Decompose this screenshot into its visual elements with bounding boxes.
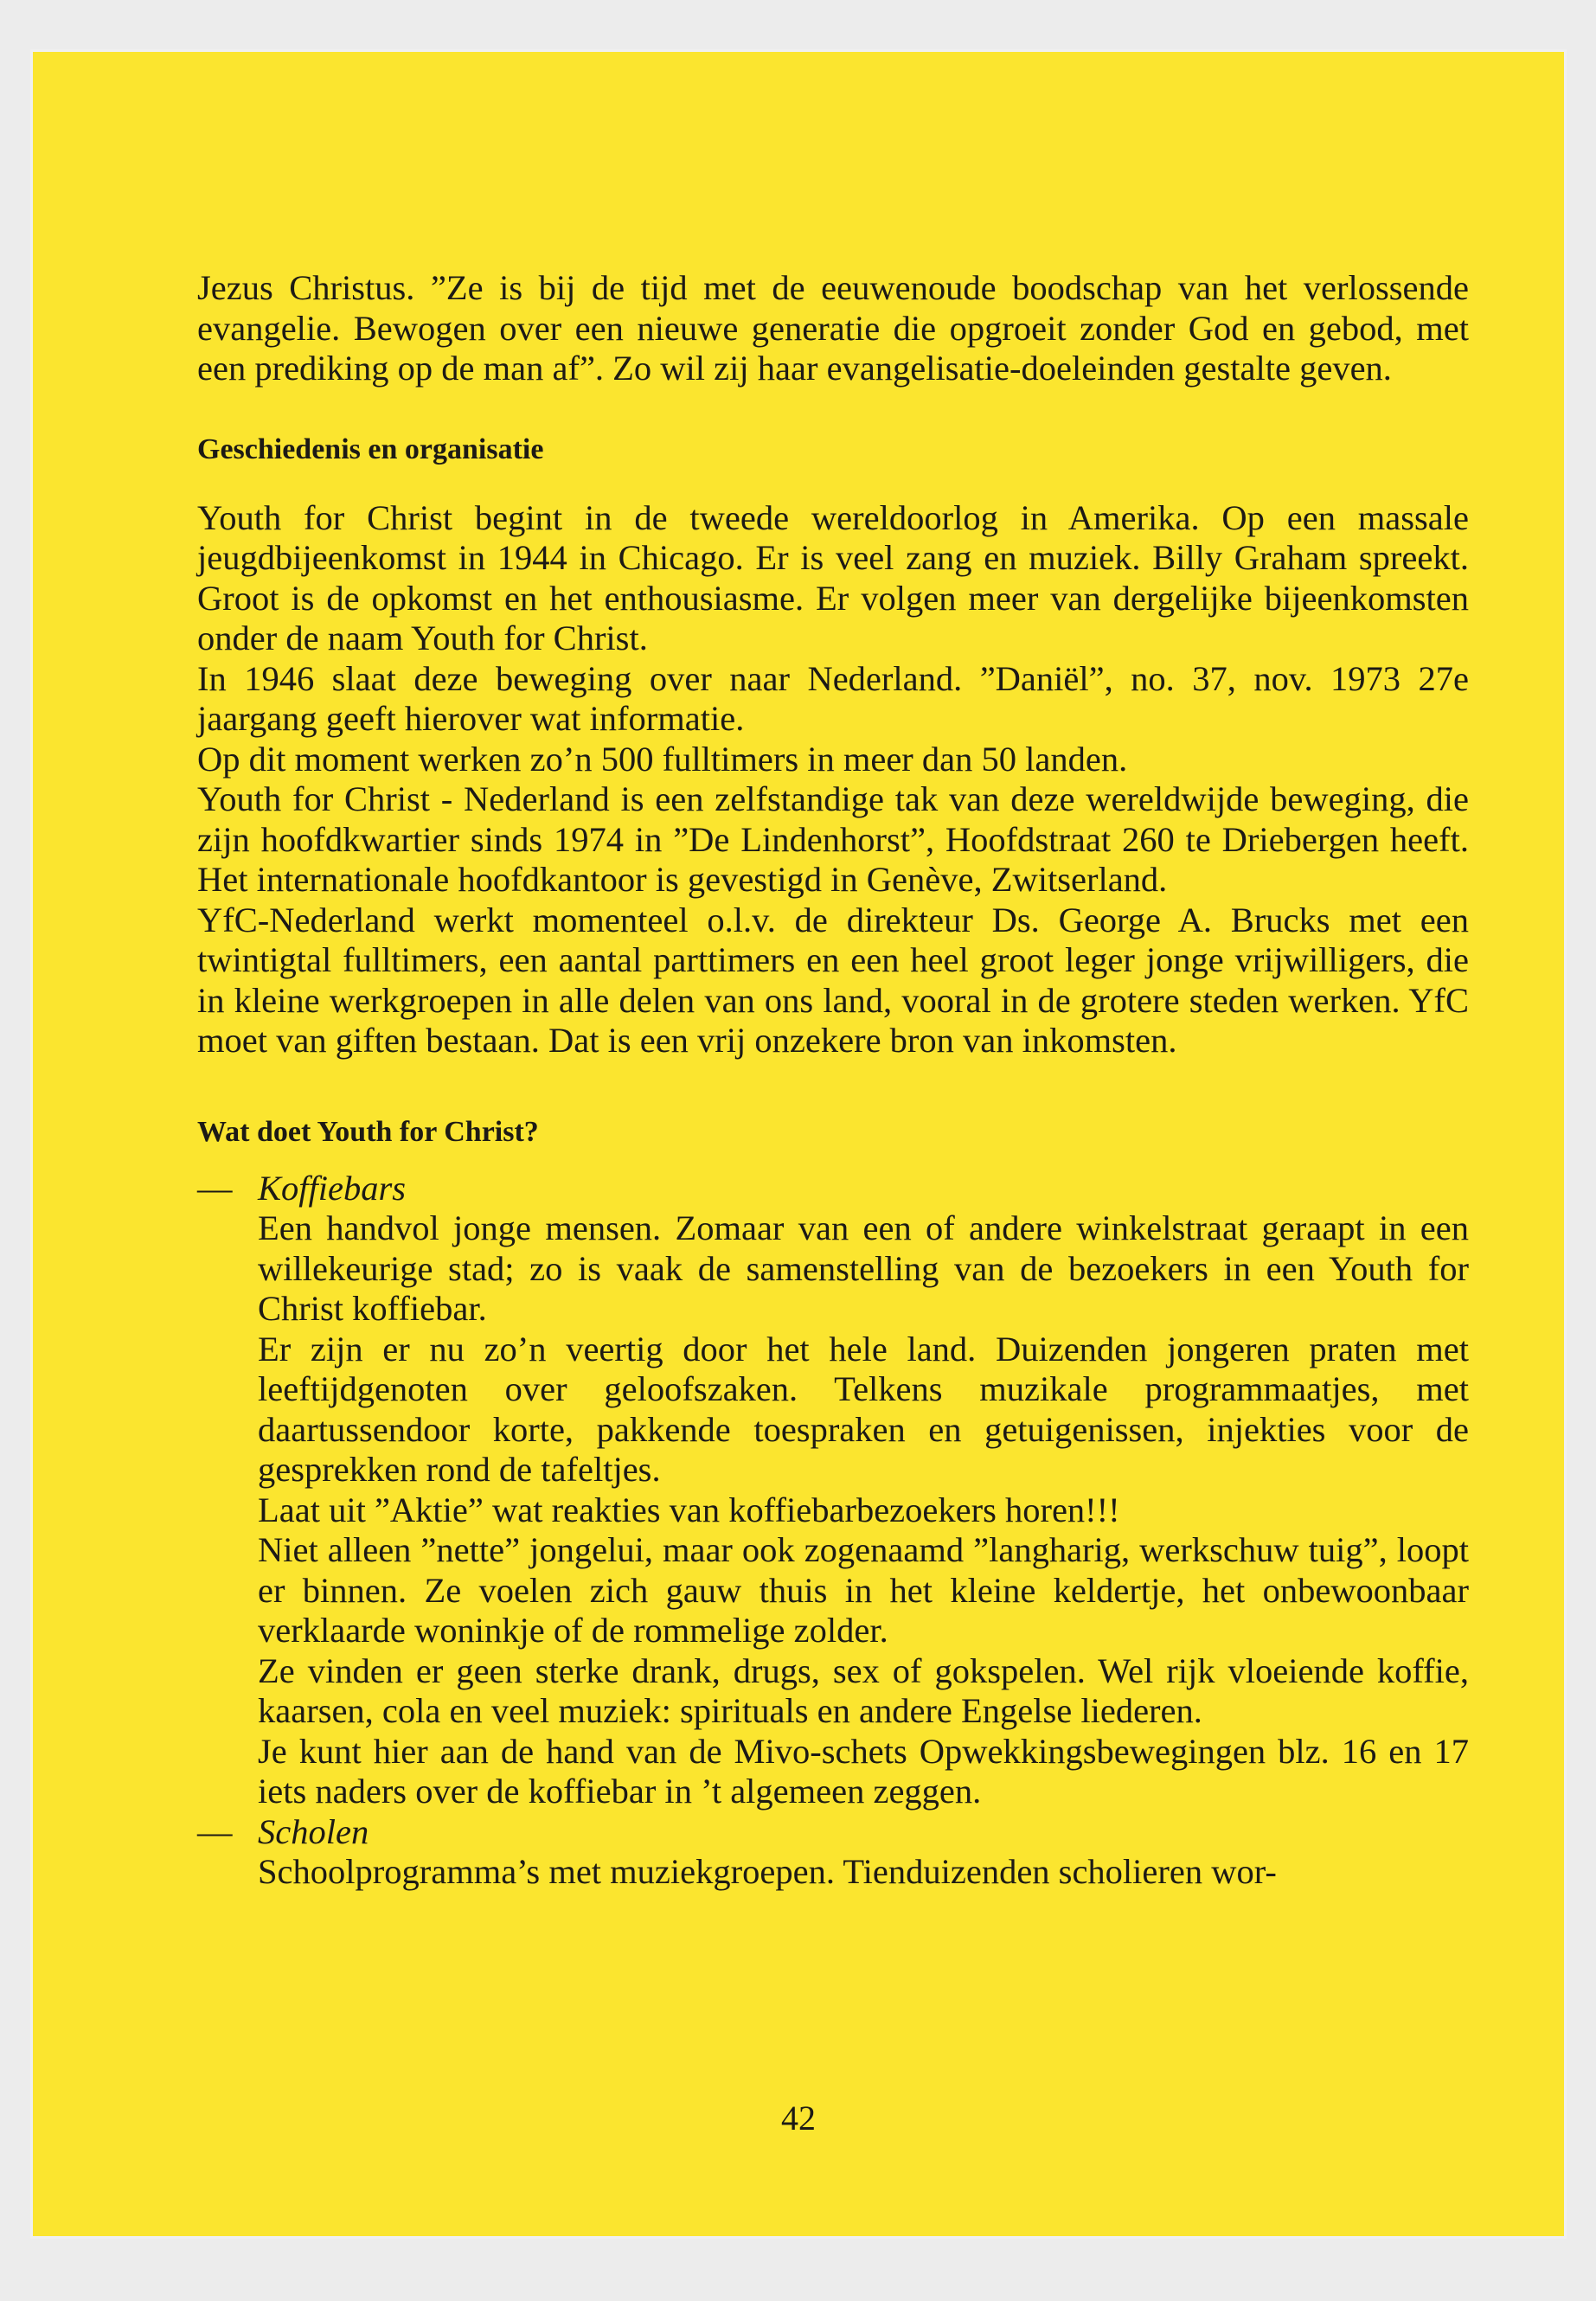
paragraph: Een handvol jonge mensen. Zomaar van een of andere winkelstraat geraapt in een willekeurige stad; zo is vaak de samenstelling van de bezoekers in een Youth for Christ koffiebar. xyxy=(258,1208,1469,1328)
text-column xyxy=(197,268,1469,1893)
item-title-text: Scholen xyxy=(258,1811,369,1851)
paragraph: Niet alleen ”nette” jongelui, maar ook zogenaamd ”langharig, werkschuw tuig”, loopt er binnen. Ze voelen zich gauw thuis in het kleine keldertje, het onbewoonbaar verklaarde woninkje of de rommelige zolder. xyxy=(258,1530,1469,1650)
item-title-koffiebars xyxy=(197,1169,1469,1209)
paragraph: Youth for Christ begint in de tweede wereldoorlog in Amerika. Op een massale jeugdbijeenkomst in 1944 in Chicago. Er is veel zang en muziek. Billy Graham spreekt. Groot is de opkomst en het enthousiasme. Er volgen meer van dergelijke bijeenkomsten onder de naam Youth for Christ. xyxy=(197,497,1469,657)
paragraph: Youth for Christ - Nederland is een zelfstandige tak van deze wereldwijde beweging, die zijn hoofdkwartier sinds 1974 in ”De Lindenhorst”, Hoofdstraat 260 te Driebergen heeft. Het internationale hoofdkantoor is gevestigd in Genève, Zwitserland. xyxy=(197,779,1469,899)
dash: — xyxy=(197,1168,233,1208)
item-title-scholen xyxy=(197,1812,1469,1853)
paragraph: Je kunt hier aan de hand van de Mivo-schets Opwekkingsbewegingen blz. 16 en 17 iets naders over de koffiebar in ’t algemeen zeggen. xyxy=(258,1731,1469,1811)
section-heading-wat-doet: Wat doet Youth for Christ? xyxy=(197,1115,539,1148)
paragraph: Schoolprogramma’s met muziekgroepen. Tienduizenden scholieren wor- xyxy=(258,1852,1277,1891)
document-page xyxy=(33,52,1564,2236)
paragraph: YfC-Nederland werkt momenteel o.l.v. de direkteur Ds. George A. Brucks met een twintigtal fulltimers, een aantal parttimers en een heel groot leger jonge vrijwilligers, die in kleine werkgroepen in alle delen van ons land, vooral in de grotere steden werken. YfC moet van giften bestaan. Dat is een vrij onzekere bron van inkomsten. xyxy=(197,900,1469,1060)
section-heading-geschiedenis: Geschiedenis en organisatie xyxy=(197,433,544,465)
item-title-text: Koffiebars xyxy=(258,1168,407,1208)
paragraph: Er zijn er nu zo’n veertig door het hele land. Duizenden jongeren praten met leeftijdgenoten over geloofszaken. Telkens muzikale programmaatjes, met daartussendoor korte, pakkende toespraken en getuigenissen, injekties voor de gesprekken rond de tafeltjes. xyxy=(258,1329,1469,1489)
intro-paragraph: Jezus Christus. ”Ze is bij de tijd met de eeuwenoude boodschap van het verlossende evangelie. Bewogen over een nieuwe generatie die opgroeit zonder God en gebod, met een prediking op de man af”. Zo wil zij haar evangelisatie-doeleinden gestalte geven. xyxy=(197,268,1469,388)
page-number: 42 xyxy=(781,2099,816,2138)
paragraph: Ze vinden er geen sterke drank, drugs, sex of gokspelen. Wel rijk vloeiende koffie, kaarsen, cola en veel muziek: spirituals en andere Engelse liederen. xyxy=(258,1650,1469,1730)
paragraph: Op dit moment werken zo’n 500 fulltimers in meer dan 50 landen. xyxy=(197,739,1128,779)
paragraph: In 1946 slaat deze beweging over naar Nederland. ”Daniël”, no. 37, nov. 1973 27e jaargang geeft hierover wat informatie. xyxy=(197,658,1469,738)
dash: — xyxy=(197,1811,233,1851)
paragraph: Laat uit ”Aktie” wat reakties van koffiebarbezoekers horen!!! xyxy=(258,1490,1120,1529)
